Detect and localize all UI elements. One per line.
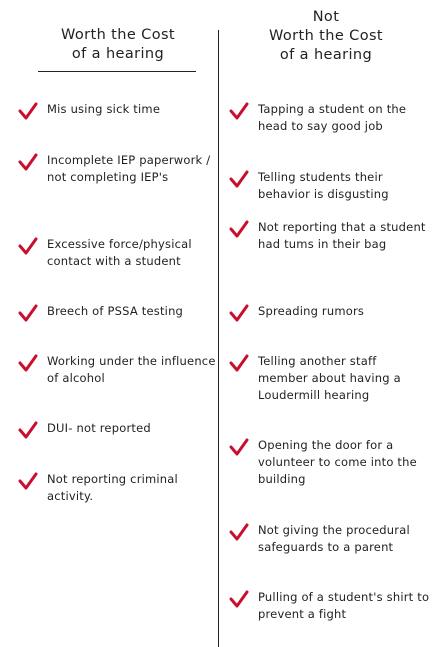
list-item-text: Telling students their behavior is disgusting bbox=[258, 170, 389, 201]
list-item-text: Excessive force/physical contact with a student bbox=[47, 237, 192, 268]
check-icon bbox=[229, 589, 249, 609]
header-underline bbox=[38, 71, 196, 72]
check-icon bbox=[18, 471, 38, 491]
check-icon bbox=[18, 353, 38, 373]
list-item-text: Pulling of a student's shirt to prevent a fight bbox=[258, 590, 430, 621]
list-item-text: Breech of PSSA testing bbox=[47, 304, 184, 318]
list-item-text: Incomplete IEP paperwork / not completing IEP's bbox=[47, 153, 211, 184]
check-icon bbox=[18, 152, 38, 172]
check-icon bbox=[18, 236, 38, 256]
check-icon bbox=[229, 437, 249, 457]
check-icon bbox=[229, 353, 249, 373]
column-divider bbox=[218, 30, 219, 647]
check-icon bbox=[229, 169, 249, 189]
check-icon bbox=[229, 303, 249, 323]
list-item-text: Tapping a student on the head to say good job bbox=[258, 102, 407, 133]
check-icon bbox=[18, 101, 38, 121]
list-item-text: Not reporting that a student had tums in their bag bbox=[258, 220, 426, 251]
header-worth-cost: Worth the Cost of a hearing bbox=[60, 27, 176, 62]
list-item-text: Mis using sick time bbox=[47, 102, 161, 116]
list-item-text: Not giving the procedural safeguards to a parent bbox=[258, 523, 410, 554]
check-icon bbox=[229, 219, 249, 239]
list-item-text: Opening the door for a volunteer to come into the building bbox=[258, 438, 417, 486]
check-icon bbox=[229, 101, 249, 121]
check-icon bbox=[229, 522, 249, 542]
list-item-text: Working under the influence of alcohol bbox=[47, 354, 216, 385]
list-item-text: Telling another staff member about having a Loudermill hearing bbox=[258, 354, 401, 402]
check-icon bbox=[18, 420, 38, 440]
list-item-text: Not reporting criminal activity. bbox=[47, 472, 178, 503]
list-item-text: Spreading rumors bbox=[258, 304, 365, 318]
list-item-text: DUI- not reported bbox=[47, 421, 151, 435]
header-not-worth-cost: Not Worth the Cost of a hearing bbox=[268, 9, 384, 63]
check-icon bbox=[18, 303, 38, 323]
